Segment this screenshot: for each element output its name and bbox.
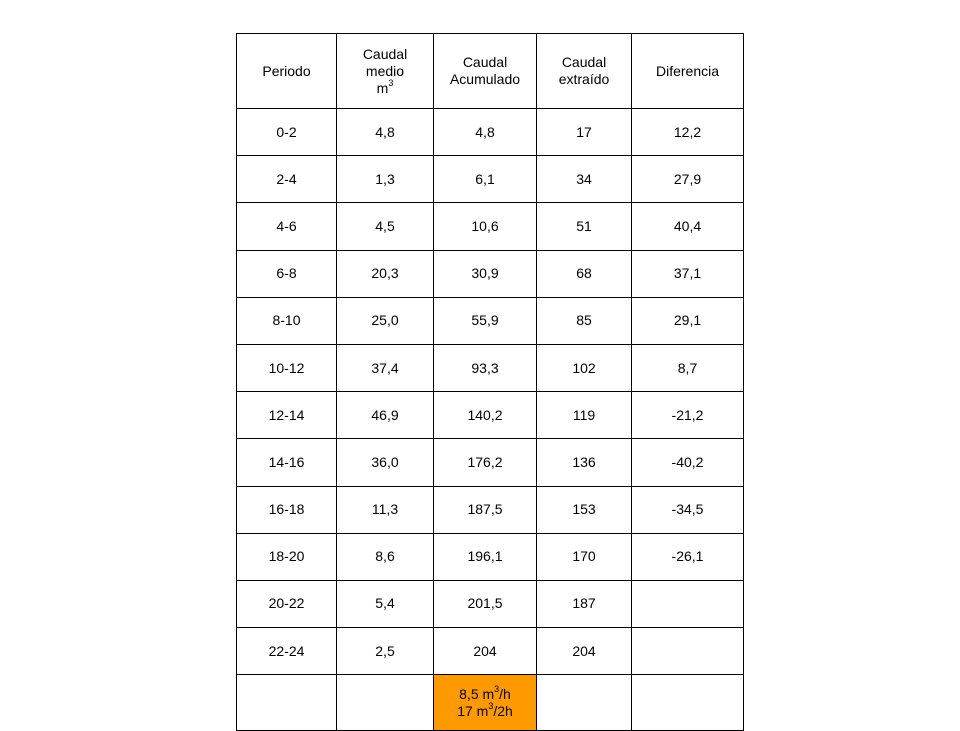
cell-caudal-acumulado: 187,5 bbox=[434, 486, 537, 533]
cell-caudal-acumulado: 93,3 bbox=[434, 344, 537, 391]
cell-periodo: 16-18 bbox=[237, 486, 337, 533]
cell-caudal-medio: 4,5 bbox=[337, 203, 434, 250]
summary-two-hour-suffix: /2h bbox=[493, 702, 513, 719]
header-caudal-acumulado-line2: Acumulado bbox=[449, 71, 521, 87]
empty-cell bbox=[632, 675, 744, 731]
header-diferencia: Diferencia bbox=[632, 34, 744, 109]
table-row bbox=[237, 486, 744, 533]
cell-caudal-acumulado: 204 bbox=[434, 628, 537, 675]
cell-periodo: 14-16 bbox=[237, 439, 337, 486]
cell-caudal-medio: 25,0 bbox=[337, 297, 434, 344]
cell-periodo: 8-10 bbox=[237, 297, 337, 344]
table-row bbox=[237, 628, 744, 675]
cell-caudal-medio: 8,6 bbox=[337, 533, 434, 580]
unit-base: m bbox=[376, 79, 389, 96]
summary-two-hour-exponent: 3 bbox=[488, 701, 494, 712]
cell-periodo: 10-12 bbox=[237, 344, 337, 391]
table-row bbox=[237, 156, 744, 203]
cell-caudal-acumulado: 6,1 bbox=[434, 156, 537, 203]
cell-diferencia: 40,4 bbox=[632, 203, 744, 250]
empty-cell bbox=[237, 675, 337, 731]
empty-cell bbox=[537, 675, 632, 731]
cell-diferencia: -21,2 bbox=[632, 392, 744, 439]
cell-caudal-extraido: 51 bbox=[537, 203, 632, 250]
cell-caudal-acumulado: 140,2 bbox=[434, 392, 537, 439]
header-caudal-extraido bbox=[537, 34, 632, 109]
highlighted-summary-cell bbox=[434, 675, 537, 731]
table-body bbox=[237, 109, 744, 731]
cell-caudal-extraido: 102 bbox=[537, 344, 632, 391]
summary-hourly-exponent: 3 bbox=[494, 684, 500, 695]
cell-periodo: 6-8 bbox=[237, 250, 337, 297]
empty-cell bbox=[337, 675, 434, 731]
header-periodo: Periodo bbox=[237, 34, 337, 109]
cell-caudal-extraido: 187 bbox=[537, 580, 632, 627]
cell-diferencia: 12,2 bbox=[632, 109, 744, 156]
cell-diferencia bbox=[632, 580, 744, 627]
header-caudal-medio bbox=[337, 34, 434, 109]
cell-caudal-medio: 20,3 bbox=[337, 250, 434, 297]
header-caudal-acumulado bbox=[434, 34, 537, 109]
header-caudal-medio-unit bbox=[337, 77, 433, 97]
cell-caudal-extraido: 136 bbox=[537, 439, 632, 486]
cell-caudal-extraido: 153 bbox=[537, 486, 632, 533]
table-row bbox=[237, 392, 744, 439]
cell-periodo: 20-22 bbox=[237, 580, 337, 627]
cell-diferencia: -26,1 bbox=[632, 533, 744, 580]
cell-caudal-medio: 36,0 bbox=[337, 439, 434, 486]
summary-two-hour-value: 17 m bbox=[457, 702, 489, 719]
summary-two-hour-rate bbox=[434, 703, 536, 720]
flow-table bbox=[236, 33, 744, 731]
table-row bbox=[237, 203, 744, 250]
cell-caudal-extraido: 170 bbox=[537, 533, 632, 580]
cell-diferencia: 8,7 bbox=[632, 344, 744, 391]
cell-diferencia: 29,1 bbox=[632, 297, 744, 344]
table-row bbox=[237, 109, 744, 156]
cell-diferencia: -40,2 bbox=[632, 439, 744, 486]
cell-caudal-extraido: 68 bbox=[537, 250, 632, 297]
cell-caudal-medio: 11,3 bbox=[337, 486, 434, 533]
cell-caudal-extraido: 204 bbox=[537, 628, 632, 675]
cell-caudal-medio: 4,8 bbox=[337, 109, 434, 156]
cell-caudal-acumulado: 176,2 bbox=[434, 439, 537, 486]
cell-caudal-medio: 37,4 bbox=[337, 344, 434, 391]
cell-caudal-extraido: 34 bbox=[537, 156, 632, 203]
header-caudal-acumulado-line1: Caudal bbox=[462, 54, 508, 70]
cell-caudal-extraido: 17 bbox=[537, 109, 632, 156]
header-caudal-extraido-line1: Caudal bbox=[561, 54, 607, 70]
cell-caudal-acumulado: 4,8 bbox=[434, 109, 537, 156]
cell-periodo: 2-4 bbox=[237, 156, 337, 203]
cell-periodo: 4-6 bbox=[237, 203, 337, 250]
cell-caudal-acumulado: 55,9 bbox=[434, 297, 537, 344]
cell-caudal-acumulado: 196,1 bbox=[434, 533, 537, 580]
summary-hourly-value: 8,5 m bbox=[459, 685, 495, 702]
cell-caudal-medio: 1,3 bbox=[337, 156, 434, 203]
table-row bbox=[237, 344, 744, 391]
cell-caudal-acumulado: 201,5 bbox=[434, 580, 537, 627]
cell-caudal-extraido: 119 bbox=[537, 392, 632, 439]
cell-caudal-acumulado: 10,6 bbox=[434, 203, 537, 250]
cell-diferencia: 37,1 bbox=[632, 250, 744, 297]
unit-exponent: 3 bbox=[388, 77, 394, 88]
header-row bbox=[237, 34, 744, 109]
summary-hourly-rate bbox=[434, 686, 536, 703]
header-caudal-medio-line2: medio bbox=[365, 62, 405, 79]
summary-hourly-suffix: /h bbox=[499, 685, 511, 702]
table-row bbox=[237, 439, 744, 486]
cell-caudal-medio: 2,5 bbox=[337, 628, 434, 675]
table-row bbox=[237, 297, 744, 344]
cell-diferencia: 27,9 bbox=[632, 156, 744, 203]
cell-diferencia bbox=[632, 628, 744, 675]
cell-caudal-extraido: 85 bbox=[537, 297, 632, 344]
table-row bbox=[237, 580, 744, 627]
cell-caudal-medio: 5,4 bbox=[337, 580, 434, 627]
cell-caudal-medio: 46,9 bbox=[337, 392, 434, 439]
table-row bbox=[237, 250, 744, 297]
summary-row bbox=[237, 675, 744, 731]
table-row bbox=[237, 533, 744, 580]
cell-periodo: 18-20 bbox=[237, 533, 337, 580]
cell-diferencia: -34,5 bbox=[632, 486, 744, 533]
cell-periodo: 22-24 bbox=[237, 628, 337, 675]
cell-caudal-acumulado: 30,9 bbox=[434, 250, 537, 297]
header-caudal-extraido-line2: extraído bbox=[558, 71, 610, 87]
header-caudal-medio-line1: Caudal bbox=[362, 45, 408, 62]
cell-periodo: 0-2 bbox=[237, 109, 337, 156]
cell-periodo: 12-14 bbox=[237, 392, 337, 439]
